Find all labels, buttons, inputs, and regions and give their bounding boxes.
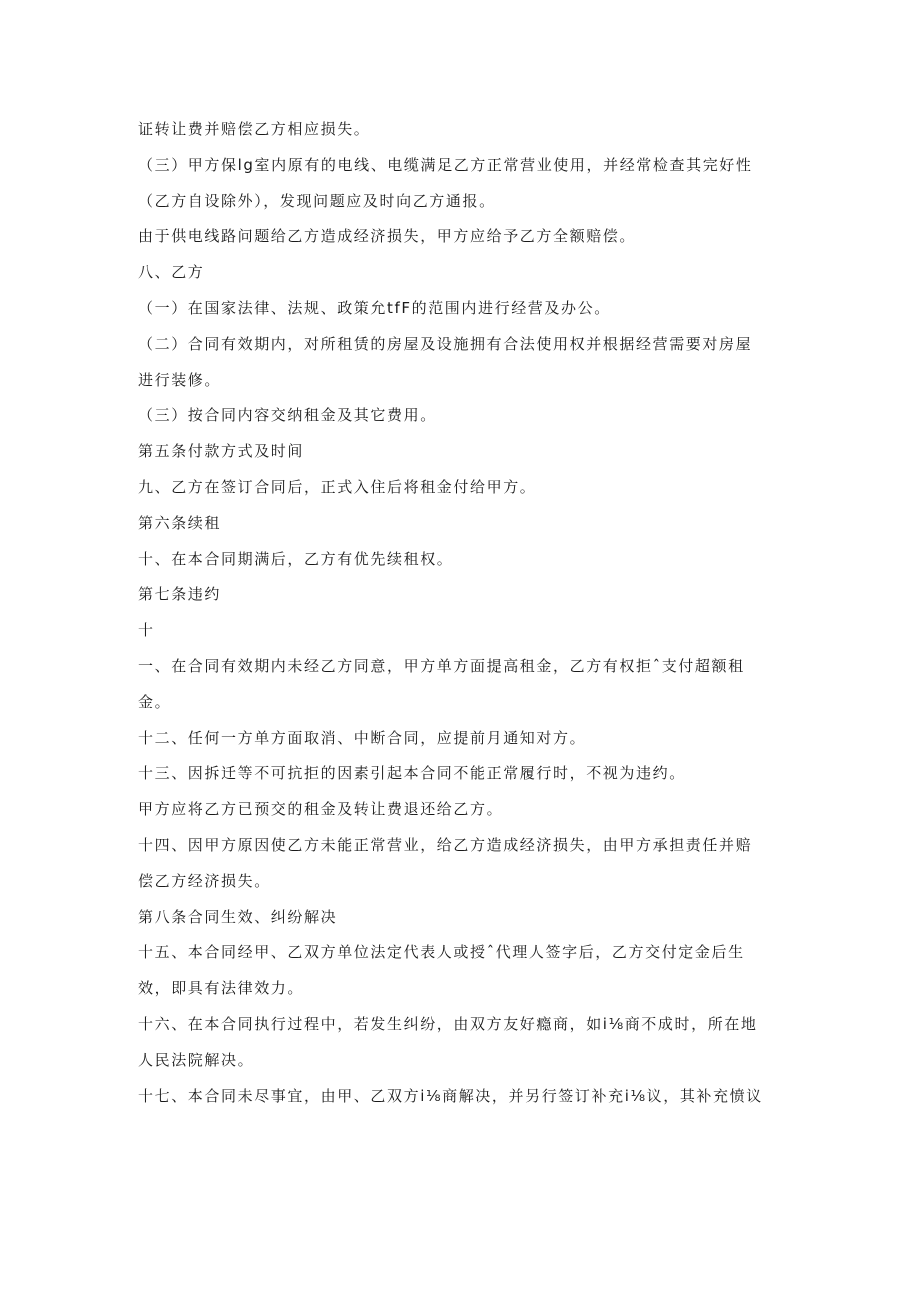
text-line: 人民法院解决。 <box>138 1050 255 1069</box>
text-line: 十五、本合同经甲、乙双方单位法定代表人或授ˆ代理人签字后，乙方交付定金后生 <box>138 943 745 962</box>
article-heading: 第五条付款方式及时间 <box>138 442 305 461</box>
article-heading: 第六条续租 <box>138 513 222 532</box>
text-line: （三）按合同内容交纳租金及其它费用。 <box>138 406 437 425</box>
section-heading: 八、乙方 <box>138 263 205 282</box>
text-line: 十六、在本合同执行过程中，若发生纠纷，由双方友好瘾商，如i⅛商不成时，所在地 <box>138 1014 758 1033</box>
text-line: 九、乙方在签订合同后，正式入住后将租金付给甲方。 <box>138 477 537 496</box>
text-line: （二）合同有效期内，对所租赁的房屋及设施拥有合法使用权并根据经营需要对房屋 <box>138 334 753 353</box>
text-line: 十、在本合同期满后，乙方有优先续租权。 <box>138 549 454 568</box>
text-line: 十四、因甲方原因使乙方未能正常营业，给乙方造成经济损失，由甲方承担责任并赔 <box>138 835 753 854</box>
text-line: 由于供电线路问题给乙方造成经济损失，甲方应给予乙方全额赔偿。 <box>138 227 637 246</box>
text-line: 十七、本合同未尽事宜，由甲、乙双方i⅛商解决，并另行签订补充i⅛议，其补充愤议 <box>138 1086 763 1105</box>
text-line: 效，即具有法律效力。 <box>138 979 305 998</box>
article-heading: 第八条合同生效、纠纷解决 <box>138 907 338 926</box>
text-line: 十 <box>138 621 155 640</box>
text-line: 金。 <box>138 692 172 711</box>
text-line: 证转让费并赔偿乙方相应损失。 <box>138 120 371 138</box>
article-heading: 第七条违约 <box>138 585 222 604</box>
text-line: 一、在合同有效期内未经乙方同意，甲方单方面提高租金，乙方有权拒ˆ支付超额租 <box>138 656 745 675</box>
text-line: 十二、任何一方单方面取消、中断合同，应提前月通知对方。 <box>138 728 587 747</box>
text-line: （一）在国家法律、法规、政策允tfF的范围内进行经营及办公。 <box>138 298 611 317</box>
text-line: （三）甲方保lg室内原有的电线、电缆满足乙方正常营业使用，并经常检查其完好性 <box>138 155 753 174</box>
text-line: 甲方应将乙方已预交的租金及转让费退还给乙方。 <box>138 800 504 819</box>
document-body <box>138 112 778 1114</box>
text-line: （乙方自设除外），发现问题应及时向乙方通报。 <box>138 191 496 210</box>
text-line: 十三、因拆迁等不可抗拒的因素引起本合同不能正常履行时，不视为违约。 <box>138 764 686 783</box>
text-line: 偿乙方经济损失。 <box>138 871 271 890</box>
text-line: 进行装修。 <box>138 370 222 389</box>
